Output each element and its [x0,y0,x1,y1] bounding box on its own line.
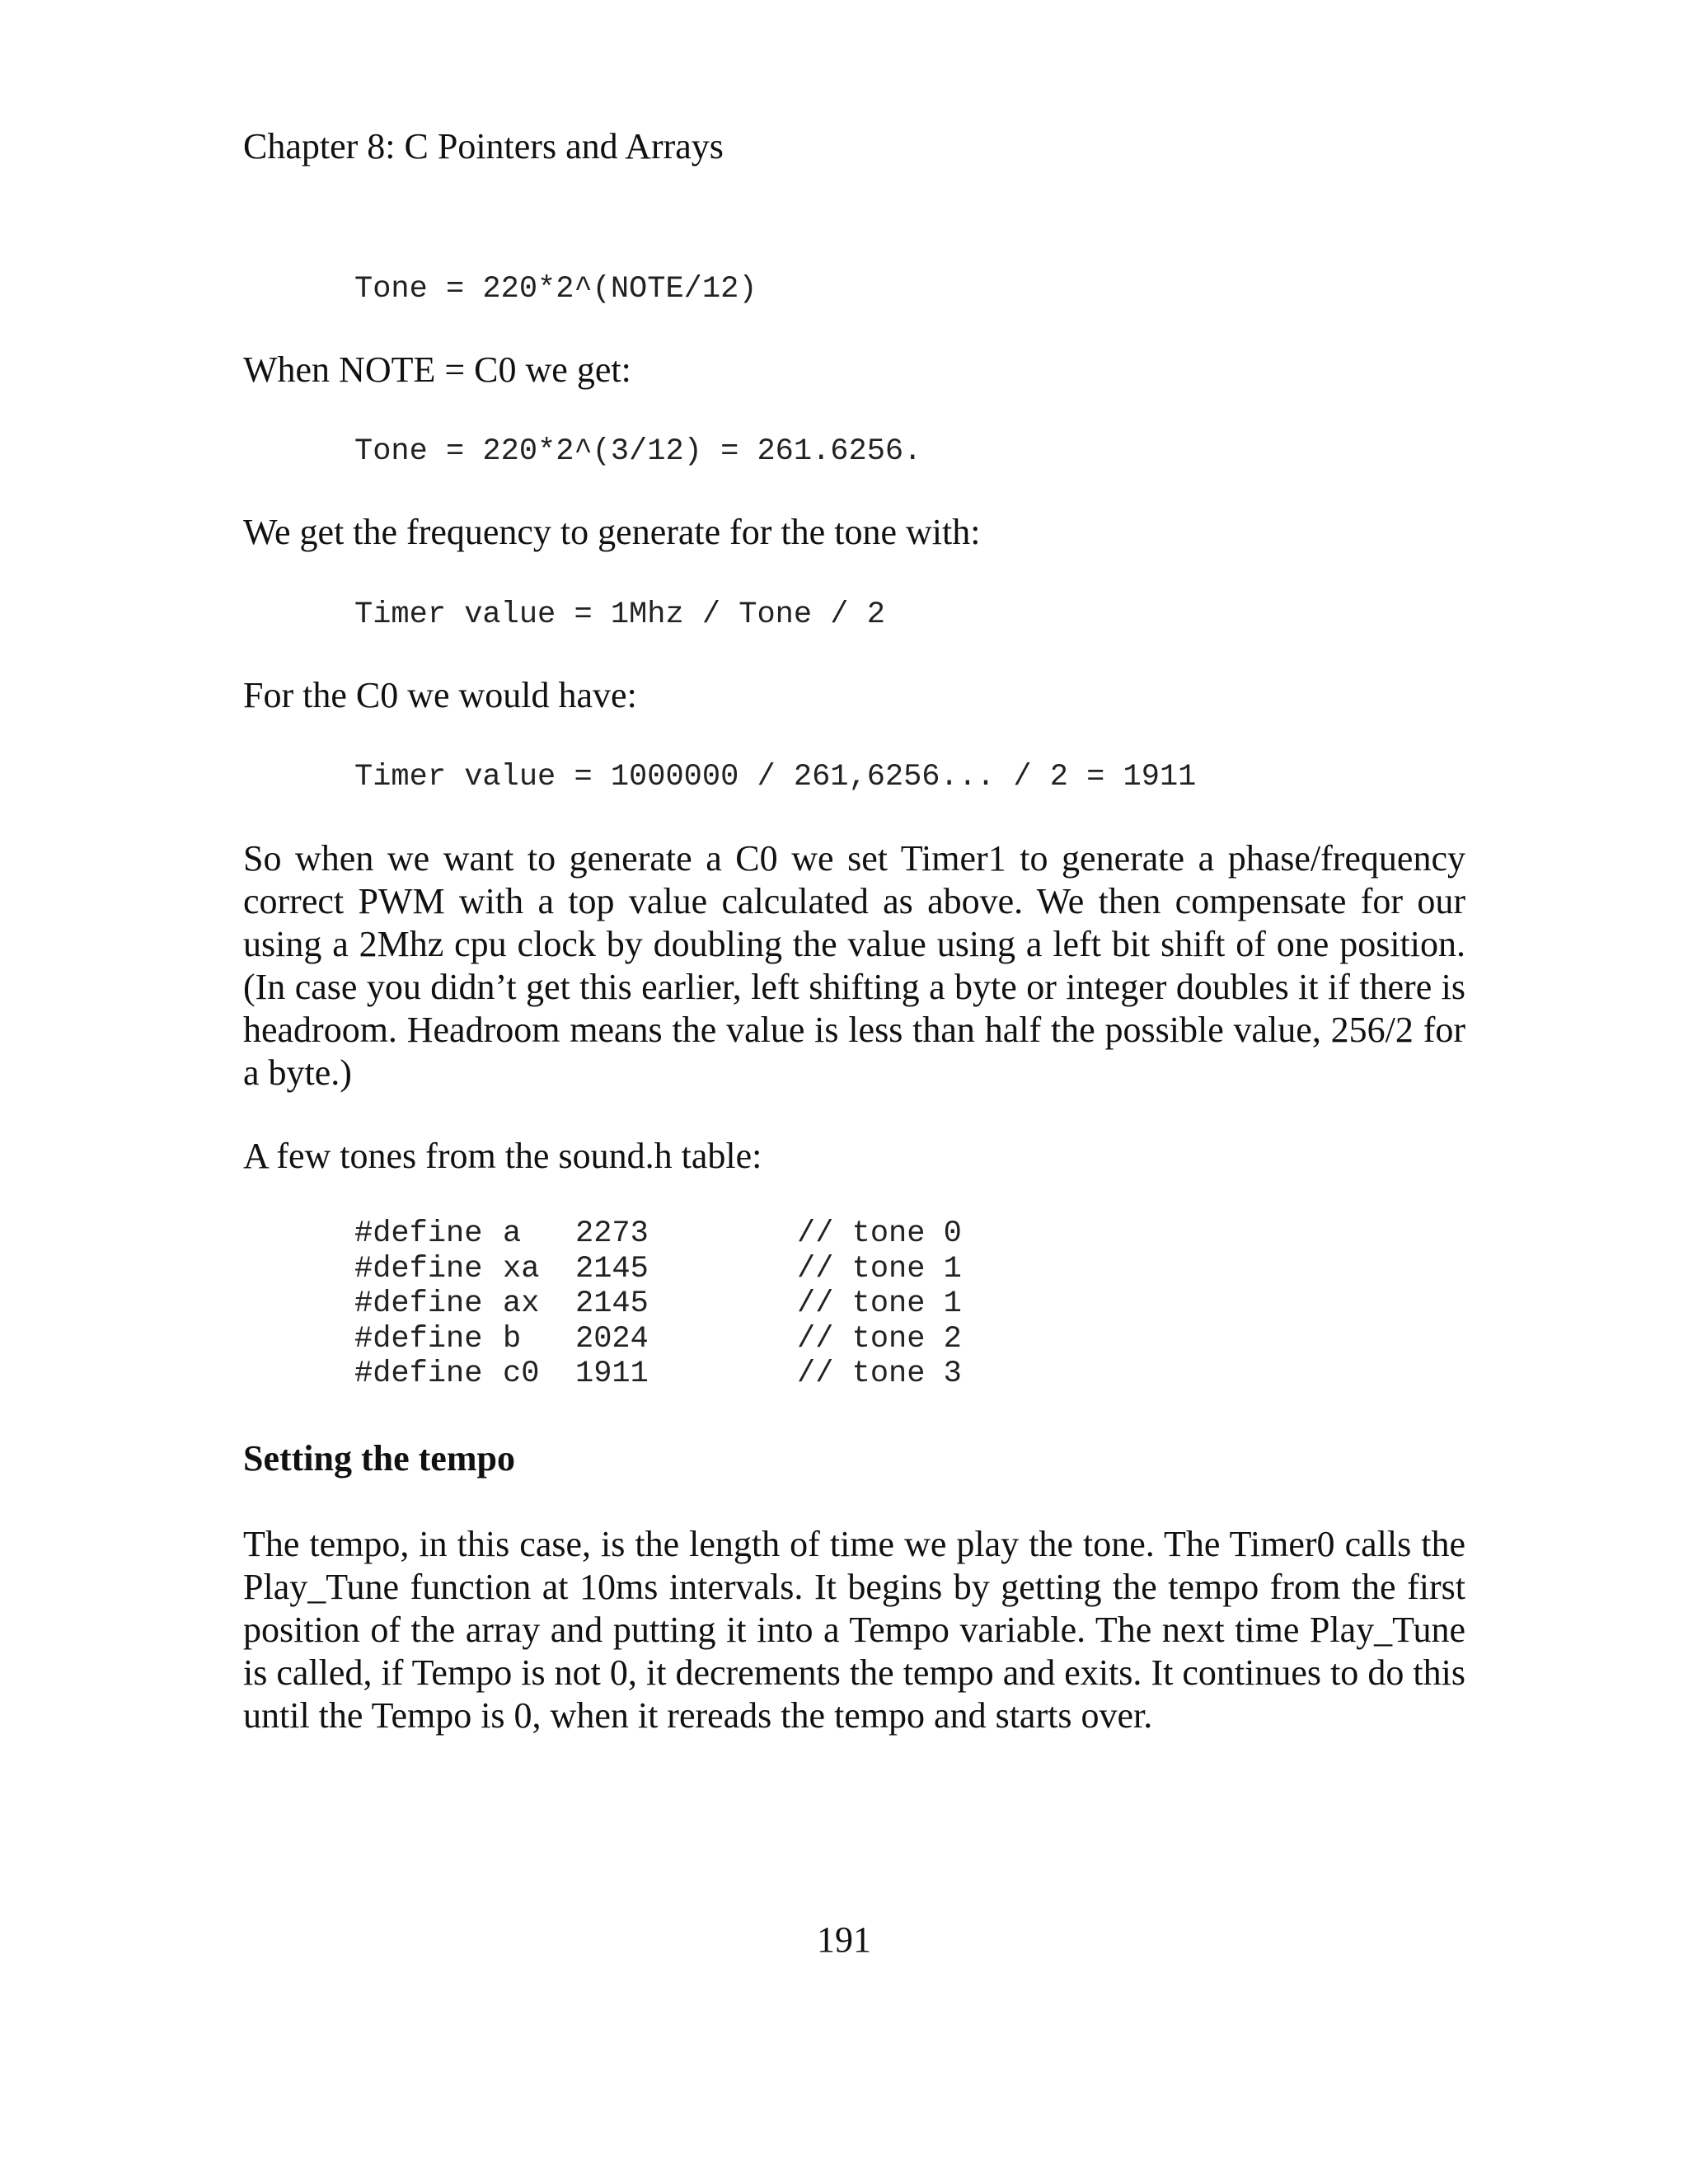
define-row [354,1251,962,1287]
define-name: a [503,1216,522,1251]
define-value: 2145 [575,1251,649,1286]
define-value: 2145 [575,1286,649,1321]
define-code-block [354,1216,962,1392]
pwm-paragraph: So when we want to generate a C0 we set Timer1 to generate a phase/frequency correct PWM with a top value calculated as above. We then compensate for our using a 2Mhz cpu clock by doubling the value using a left bit shift of one position. (In case you didn’t get this earlier, left shifting a byte or integer doubles it if there is headroom. Headroom means the value is less than half the possible value, 256/2 for a byte.) [243,838,1465,1093]
define-keyword: #define [354,1357,483,1391]
define-name: b [503,1321,522,1357]
define-value: 1911 [575,1357,649,1391]
formula-tone-c0: Tone = 220*2^(3/12) = 261.6256. [354,434,922,469]
tempo-paragraph: The tempo, in this case, is the length of time we play the tone. The Timer0 calls the Play_Tune function at 10ms intervals. It begins by getting the tempo from the first position of the array and putting it into a Tempo variable. The next time Play_Tune is called, if Tempo is not 0, it decrements the tempo and exits. It continues to do this until the Tempo is 0, when it rereads the tempo and starts over. [243,1524,1465,1736]
define-comment: // tone 1 [797,1286,962,1321]
define-name: c0 [503,1357,540,1391]
chapter-title: Chapter 8: C Pointers and Arrays [243,126,724,166]
define-keyword: #define [354,1286,483,1321]
define-row [354,1321,962,1357]
define-value: 2273 [575,1216,649,1251]
when-note-text: When NOTE = C0 we get: [243,349,631,390]
define-row [354,1286,962,1322]
frequency-intro-text: We get the frequency to generate for the tone with: [243,512,981,552]
define-keyword: #define [354,1251,483,1286]
formula-timer-c0: Timer value = 1000000 / 261,6256... / 2 = 1911 [354,760,1197,794]
define-keyword: #define [354,1216,483,1251]
define-name: xa [503,1251,540,1286]
define-value: 2024 [575,1321,649,1357]
c0-intro-text: For the C0 we would have: [243,675,637,715]
define-comment: // tone 1 [797,1251,962,1286]
table-intro-text: A few tones from the sound.h table: [243,1136,762,1176]
define-comment: // tone 3 [797,1357,962,1391]
formula-tone: Tone = 220*2^(NOTE/12) [354,272,757,307]
section-heading: Setting the tempo [243,1438,515,1479]
define-comment: // tone 0 [797,1216,962,1251]
define-row [354,1357,962,1392]
define-keyword: #define [354,1321,483,1357]
define-row [354,1216,962,1252]
define-comment: // tone 2 [797,1321,962,1357]
define-name: ax [503,1286,540,1321]
page-number: 191 [817,1919,871,1960]
formula-timer: Timer value = 1Mhz / Tone / 2 [354,598,885,632]
